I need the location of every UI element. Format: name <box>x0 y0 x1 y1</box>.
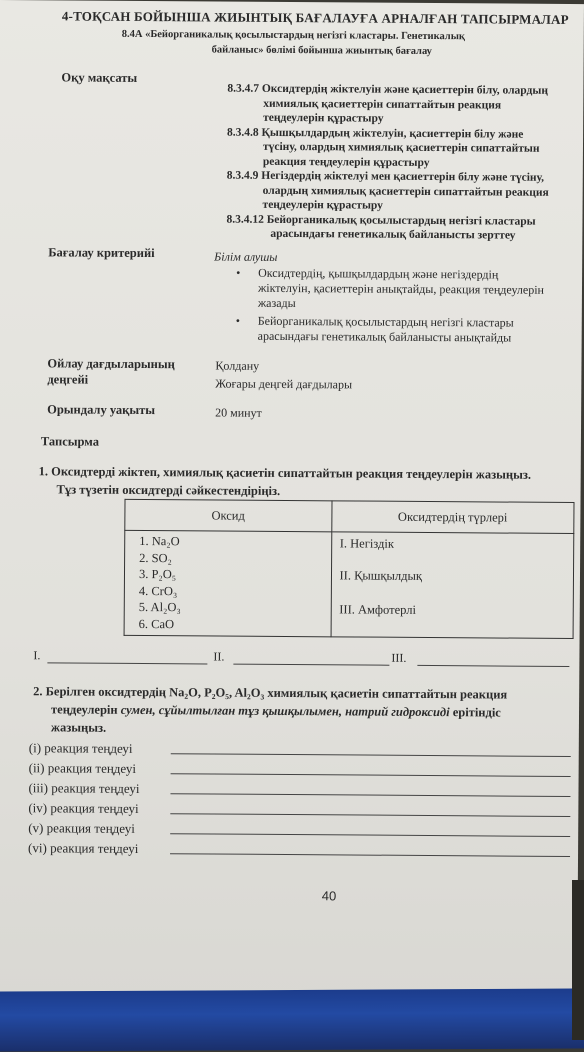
answer-label-2: II. <box>213 649 225 664</box>
task2-reagents: сумен, сұйылтылған тұз қышқылымен, натрий гидроксиді <box>120 702 450 720</box>
oxide-type: I. Негіздік <box>339 536 395 551</box>
page-subtitle-1: 8.4А «Бейорганикалық қосылыстардың негізгі кластары. Генетикалық <box>121 28 465 43</box>
answer-line-2[interactable] <box>233 664 389 666</box>
criteria-bullet-2 <box>258 314 514 346</box>
task1-line1: 1. Оксидтерді жіктеп, химиялық қасиетін сипаттайтын реакция теңдеулерін жазыңыз. <box>38 464 532 482</box>
oxide-item: 6. CaO <box>138 616 175 631</box>
objective-line: 8.3.4.12 Бейорганикалық қосылыстардың негізгі кластары <box>226 213 536 228</box>
objectives-label: Оқу мақсаты <box>61 70 138 85</box>
answer-line-3[interactable] <box>417 665 569 667</box>
objective-line: реакция теңдеулерін құрастыру <box>262 155 430 169</box>
objective-line: химиялық қасиеттерін сипаттайтын реакция <box>263 97 502 112</box>
reaction-line-2[interactable] <box>171 773 571 777</box>
criteria-label: Бағалау критерийі <box>48 245 155 261</box>
task2-line3: жазыңыз. <box>50 720 107 735</box>
oxide-type: II. Қышқылдық <box>339 568 423 583</box>
criteria-bullet-1 <box>258 266 544 313</box>
task2-line1: 2. Берілген оксидтердің Na₂O, P₂O₅, Al₂O₃ химиялық қасиетін сипаттайтын реакция <box>33 684 508 702</box>
answer-label-3: III. <box>391 650 407 665</box>
blue-cloth-background <box>0 988 584 1051</box>
reaction-label-5: (v) реакция теңдеуі <box>28 820 135 836</box>
answer-line-1[interactable] <box>47 662 207 664</box>
objective-line: олардың химиялық қасиеттерін сипаттайтын реакция <box>262 184 549 199</box>
reaction-line-6[interactable] <box>170 853 570 857</box>
table-edge <box>572 880 584 1040</box>
oxide-item: 3. P₂O₅ <box>138 566 177 582</box>
reaction-label-6: (vi) реакция теңдеуі <box>28 840 139 856</box>
skills-label-1: Ойлау дағдыларының <box>47 356 175 372</box>
task-heading: Тапсырма <box>40 434 100 449</box>
task2-text: теңдеулерін <box>51 702 121 717</box>
task2-line2 <box>51 702 501 720</box>
reaction-line-3[interactable] <box>170 793 570 797</box>
skills-value-2: Жоғары деңгей дағдылары <box>215 376 353 392</box>
reaction-label-2: (ii) реакция теңдеуі <box>28 760 137 776</box>
bullet-dot: • <box>235 313 241 328</box>
type-column-header: Оксидтердің түрлері <box>331 501 574 534</box>
oxide-list <box>124 530 331 636</box>
page-title: 4-ТОҚСАН БОЙЫНША ЖИЫНТЫҚ БАҒАЛАУҒА АРНАЛҒАН ТАПСЫРМАЛАР <box>61 8 569 27</box>
oxide-item: 2. SO₂ <box>139 550 173 565</box>
learner-label: Білім алушы <box>214 249 278 264</box>
criteria-line: жіктелуін, қасиеттерін анықтайды, реакция теңдеулерін <box>257 280 545 297</box>
page-subtitle-2: байланыс» бөлімі бойынша жиынтық бағалау <box>211 44 432 58</box>
reaction-line-5[interactable] <box>170 833 570 837</box>
criteria-line: Бейорганикалық қосылыстардың негізгі кластары <box>257 313 514 330</box>
oxide-item: 5. Al₂O₃ <box>138 599 181 615</box>
criteria-line: арасындағы генетикалық байланысты анықтайды <box>257 328 512 345</box>
reaction-line-1[interactable] <box>171 753 571 757</box>
objective-line: теңдеулерін құрастыру <box>262 198 383 212</box>
reaction-label-4: (iv) реакция теңдеуі <box>28 800 139 816</box>
oxide-table <box>124 499 575 639</box>
objective-line: 8.3.4.9 Негіздердің жіктелуі мен қасиеттерін білу және түсіну, <box>226 169 545 184</box>
oxide-item: 4. CrO₃ <box>138 583 178 598</box>
bullet-dot: • <box>236 265 241 280</box>
oxide-types <box>331 532 574 639</box>
objective-line: түсіну, олардың химиялық қасиеттерін сипаттайтын <box>262 140 540 155</box>
skills-value-1: Қолдану <box>215 358 260 373</box>
task2-text: ерітіндіс <box>449 705 501 720</box>
oxide-type: III. Амфотерлі <box>339 602 417 617</box>
criteria-line: Оксидтердің, қышқылдардың және негіздердің <box>258 265 499 282</box>
oxide-column-header: Оксид <box>125 499 332 531</box>
criteria-line: жазады <box>257 295 296 311</box>
reaction-line-4[interactable] <box>170 813 570 817</box>
objective-line: теңдеулерін құрастыру <box>263 111 384 125</box>
objectives-list <box>226 82 549 244</box>
objective-line: 8.3.4.8 Қышқылдардың жіктелуін, қасиеттерін білу және <box>227 126 524 141</box>
reaction-label-3: (iii) реакция теңдеуі <box>28 780 140 796</box>
task1-line2: Тұз түзетін оксидтерді сәйкестендіріңіз. <box>56 482 281 498</box>
time-label: Орындалу уақыты <box>47 402 156 418</box>
skills-label-2: деңгейі <box>47 372 89 387</box>
reaction-label-1: (i) реакция теңдеуі <box>28 740 133 756</box>
time-value: 20 минут <box>215 405 262 420</box>
objective-line: арасындағы генетикалық байланысты зерттеу <box>270 227 516 242</box>
answer-label-1: I. <box>33 648 41 663</box>
objective-line: 8.3.4.7 Оксидтердің жіктелуін және қасиеттерін білу, олардың <box>227 82 549 97</box>
oxide-item: 1. Na₂O <box>139 533 180 549</box>
page-number: 40 <box>321 888 337 904</box>
